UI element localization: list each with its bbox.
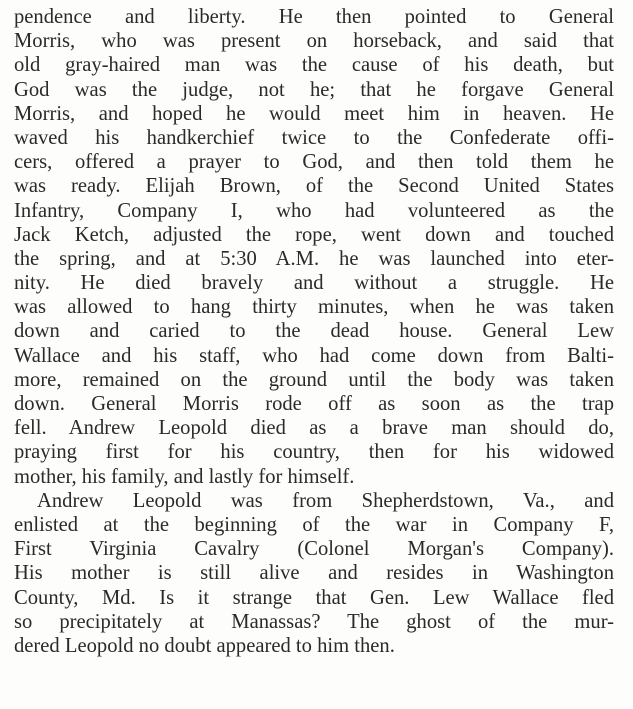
text-line: more, remained on the ground until the body was taken <box>14 368 614 391</box>
text-line: His mother is still alive and resides in Washington <box>14 562 614 585</box>
text-line: County, Md. Is it strange that Gen. Lew Wallace fled <box>14 586 614 609</box>
text-line: waved his handkerchief twice to the Confederate offi- <box>14 126 614 149</box>
paragraph-2 <box>14 489 614 658</box>
paragraph-1 <box>14 5 614 489</box>
text-line: enlisted at the beginning of the war in Company F, <box>14 513 614 536</box>
text-line: pendence and liberty. He then pointed to General <box>14 6 614 28</box>
text-line: praying first for his country, then for his widowed <box>14 441 614 464</box>
text-line: old gray-haired man was the cause of his death, but <box>14 54 614 77</box>
text-line: Morris, and hoped he would meet him in heaven. He <box>14 102 614 125</box>
text-line: the spring, and at 5:30 A.M. he was launched into eter- <box>14 247 614 270</box>
text-line: God was the judge, not he; that he forgave General <box>14 78 614 101</box>
text-line: cers, offered a prayer to God, and then told them he <box>14 151 614 174</box>
text-line: mother, his family, and lastly for himself. <box>14 465 355 488</box>
text-line: Andrew Leopold was from Shepherdstown, Va., and <box>37 489 614 512</box>
text-line: Jack Ketch, adjusted the rope, went down and touched <box>14 223 614 246</box>
text-line: was ready. Elijah Brown, of the Second United States <box>14 175 614 198</box>
text-line: was allowed to hang thirty minutes, when he was taken <box>14 296 614 319</box>
text-column <box>14 5 614 658</box>
text-line: fell. Andrew Leopold died as a brave man should do, <box>14 417 614 440</box>
text-line: dered Leopold no doubt appeared to him then. <box>14 634 395 657</box>
text-line: so precipitately at Manassas? The ghost of the mur- <box>14 610 614 633</box>
text-line: Morris, who was present on horseback, and said that <box>14 30 614 53</box>
text-line: Infantry, Company I, who had volunteered as the <box>14 199 614 222</box>
text-line: Wallace and his staff, who had come down from Balti- <box>14 344 614 367</box>
text-line: First Virginia Cavalry (Colonel Morgan's Company). <box>14 538 614 561</box>
text-line: down and caried to the dead house. General Lew <box>14 320 614 343</box>
text-line: nity. He died bravely and without a struggle. He <box>14 272 614 295</box>
text-line: down. General Morris rode off as soon as the trap <box>14 393 614 415</box>
